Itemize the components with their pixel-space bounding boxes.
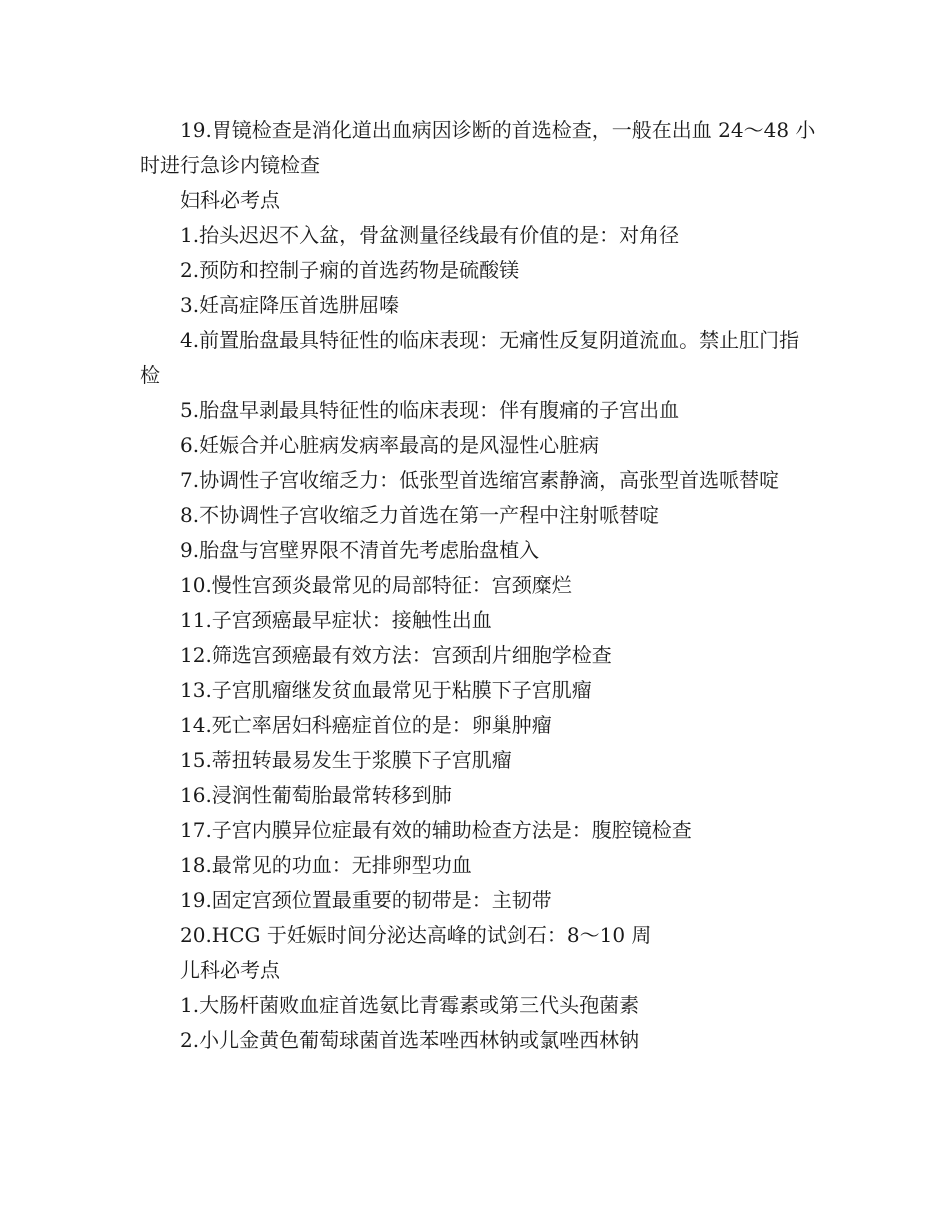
paragraph: 19.胃镜检查是消化道出血病因诊断的首选检查，一般在出血 24～48 小时进行急诊内镜检查: [140, 118, 816, 177]
list-item: 8.不协调性子宫收缩乏力首选在第一产程中注射哌替啶: [180, 503, 660, 527]
list-item: 6.妊娠合并心脏病发病率最高的是风湿性心脏病: [180, 433, 600, 457]
list-item: 20.HCG 于妊娠时间分泌达高峰的试剑石：8～10 周: [180, 923, 652, 947]
list-item: 2.小儿金黄色葡萄球菌首选苯唑西林钠或氯唑西林钠: [180, 1028, 640, 1052]
section-heading: 儿科必考点: [180, 958, 280, 982]
list-item: 17.子宫内膜异位症最有效的辅助检查方法是：腹腔镜检查: [180, 818, 692, 842]
document-body: [140, 113, 816, 1058]
list-item: 4.前置胎盘最具特征性的临床表现：无痛性反复阴道流血。禁止肛门指检: [140, 328, 800, 387]
list-item: 2.预防和控制子痫的首选药物是硫酸镁: [180, 258, 520, 282]
section-heading: 妇科必考点: [180, 188, 280, 212]
list-item: 5.胎盘早剥最具特征性的临床表现：伴有腹痛的子宫出血: [180, 398, 680, 422]
list-item: 12.筛选宫颈癌最有效方法：宫颈刮片细胞学检查: [180, 643, 612, 667]
list-item: 19.固定宫颈位置最重要的韧带是：主韧带: [180, 888, 552, 912]
list-item: 1.抬头迟迟不入盆，骨盆测量径线最有价值的是：对角径: [180, 223, 680, 247]
list-item: 9.胎盘与宫壁界限不清首先考虑胎盘植入: [180, 538, 540, 562]
list-item: 3.妊高症降压首选肼屈嗪: [180, 293, 400, 317]
list-item: 13.子宫肌瘤继发贫血最常见于粘膜下子宫肌瘤: [180, 678, 592, 702]
list-item: 15.蒂扭转最易发生于浆膜下子宫肌瘤: [180, 748, 512, 772]
list-item: 18.最常见的功血：无排卵型功血: [180, 853, 472, 877]
list-item: 11.子宫颈癌最早症状：接触性出血: [180, 608, 492, 632]
list-item: 16.浸润性葡萄胎最常转移到肺: [180, 783, 452, 807]
list-item: 10.慢性宫颈炎最常见的局部特征：宫颈糜烂: [180, 573, 572, 597]
list-item: 14.死亡率居妇科癌症首位的是：卵巢肿瘤: [180, 713, 552, 737]
list-item: 1.大肠杆菌败血症首选氨比青霉素或第三代头孢菌素: [180, 993, 640, 1017]
list-item: 7.协调性子宫收缩乏力：低张型首选缩宫素静滴，高张型首选哌替啶: [180, 468, 780, 492]
